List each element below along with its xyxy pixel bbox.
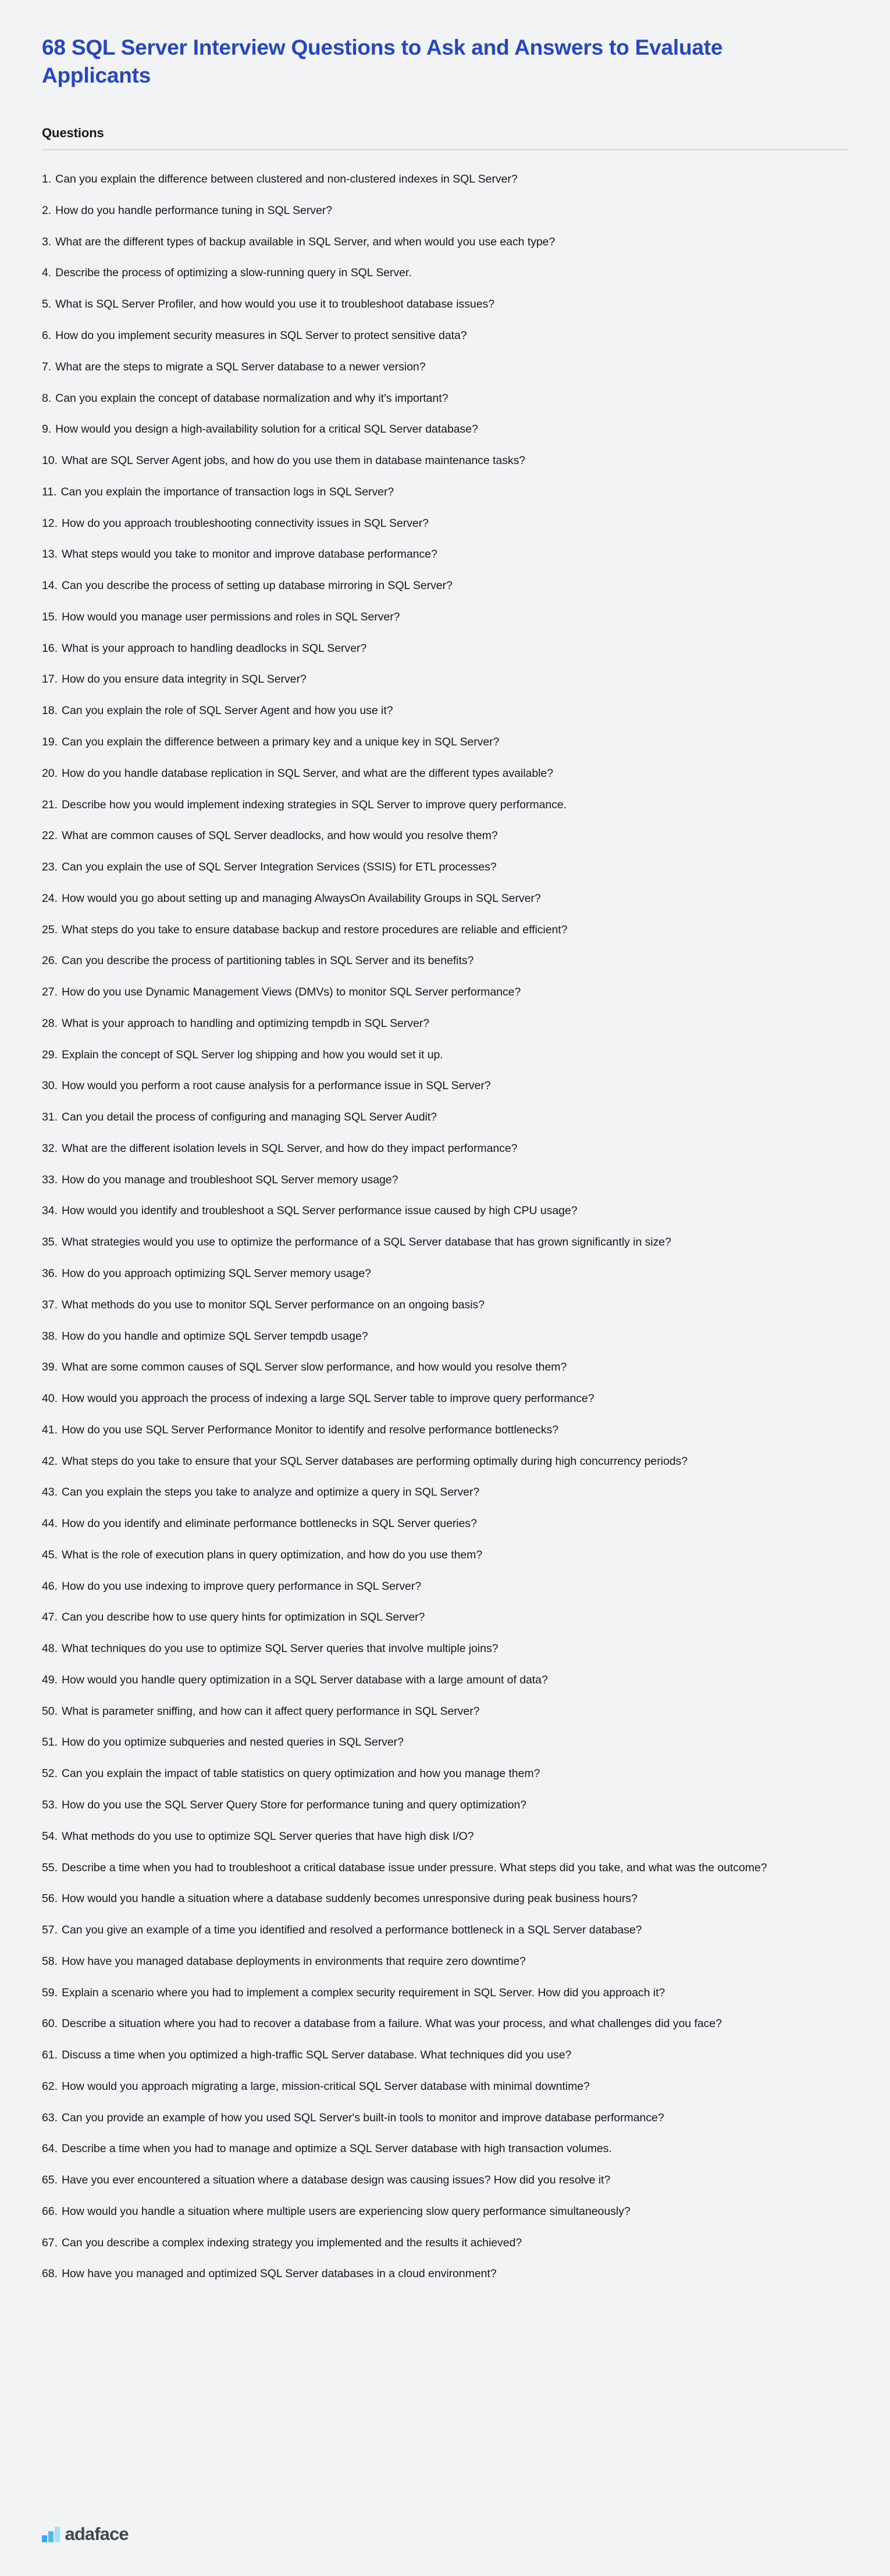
question-number: 58. — [42, 1954, 58, 1968]
question-text: What is your approach to handling deadlocks in SQL Server? — [61, 641, 367, 655]
question-item — [42, 827, 848, 844]
question-item — [42, 1797, 848, 1813]
question-number: 26. — [42, 954, 58, 968]
question-item — [42, 2078, 848, 2095]
question-item — [42, 1453, 848, 1469]
question-number: 4. — [42, 266, 52, 280]
question-text: How do you use Dynamic Management Views (DMVs) to monitor SQL Server performance? — [61, 986, 521, 999]
question-item — [42, 1109, 848, 1125]
question-item — [42, 2110, 848, 2126]
question-item — [42, 515, 848, 531]
question-number: 34. — [42, 1204, 58, 1218]
question-number: 24. — [42, 891, 58, 905]
question-item — [42, 1422, 848, 1438]
question-text: How would you perform a root cause analysis for a performance issue in SQL Server? — [61, 1079, 491, 1093]
question-text: How do you handle database replication in SQL Server, and what are the different types available? — [61, 766, 553, 780]
question-number: 10. — [42, 454, 58, 468]
question-text: Can you describe how to use query hints for optimization in SQL Server? — [61, 1611, 425, 1624]
question-item — [42, 2047, 848, 2063]
question-item — [42, 1672, 848, 1688]
question-number: 31. — [42, 1111, 58, 1124]
question-number: 62. — [42, 2079, 58, 2093]
question-item — [42, 2140, 848, 2157]
section-heading-questions: Questions — [42, 126, 104, 141]
question-text: What methods do you use to monitor SQL Server performance on an ongoing basis? — [61, 1298, 485, 1311]
question-number: 14. — [42, 579, 58, 593]
question-item — [42, 1015, 848, 1032]
question-number: 5. — [42, 298, 52, 311]
question-number: 57. — [42, 1924, 58, 1937]
question-number: 64. — [42, 2142, 58, 2156]
question-text: What are the different isolation levels in SQL Server, and how do they impact performance? — [61, 1141, 518, 1155]
question-text: How do you ensure data integrity in SQL Server? — [61, 673, 307, 686]
question-number: 36. — [42, 1266, 58, 1280]
question-item — [42, 734, 848, 750]
question-number: 29. — [42, 1048, 58, 1061]
document-footer — [42, 2507, 848, 2576]
question-item — [42, 1172, 848, 1188]
question-text: How would you handle a situation where multiple users are experiencing slow query performance simultaneously? — [61, 2204, 631, 2218]
question-item — [42, 1703, 848, 1719]
question-item — [42, 1203, 848, 1219]
question-number: 66. — [42, 2204, 58, 2218]
question-item — [42, 1140, 848, 1157]
question-text: How do you handle performance tuning in SQL Server? — [55, 204, 333, 217]
question-item — [42, 984, 848, 1000]
question-text: Have you ever encountered a situation where a database design was causing issues? How did you resolve it? — [61, 2174, 611, 2187]
question-number: 41. — [42, 1423, 58, 1436]
question-item — [42, 296, 848, 312]
question-item — [42, 1265, 848, 1282]
question-text: Can you provide an example of how you used SQL Server's built-in tools to monitor and improve database performance? — [61, 2111, 664, 2124]
question-number: 63. — [42, 2111, 58, 2124]
question-number: 39. — [42, 1361, 58, 1374]
question-text: How do you use the SQL Server Query Store for performance tuning and query optimization? — [61, 1799, 527, 1811]
question-text: What methods do you use to optimize SQL Server queries that have high disk I/O? — [61, 1829, 474, 1843]
question-number: 67. — [42, 2236, 58, 2249]
question-text: Can you describe a complex indexing strategy you implemented and the results it achieved? — [61, 2236, 522, 2249]
question-text: How would you manage user permissions and roles in SQL Server? — [61, 610, 400, 623]
logo-bar-tall — [55, 2527, 60, 2542]
question-number: 53. — [42, 1799, 58, 1811]
question-number: 17. — [42, 673, 58, 686]
question-item — [42, 1515, 848, 1532]
question-item — [42, 2203, 848, 2220]
question-text: How would you approach migrating a large, mission-critical SQL Server database with minimal downtime? — [61, 2079, 590, 2093]
question-item — [42, 609, 848, 625]
question-number: 32. — [42, 1141, 58, 1155]
question-number: 13. — [42, 548, 58, 561]
question-item — [42, 1297, 848, 1313]
question-text: What are the steps to migrate a SQL Server database to a newer version? — [55, 360, 426, 373]
question-item — [42, 421, 848, 437]
question-item — [42, 1547, 848, 1563]
question-number: 22. — [42, 829, 58, 843]
question-item — [42, 327, 848, 344]
question-text: How do you identify and eliminate performance bottlenecks in SQL Server queries? — [61, 1517, 477, 1530]
question-number: 42. — [42, 1454, 58, 1468]
question-item — [42, 1047, 848, 1063]
question-text: What are common causes of SQL Server deadlocks, and how would you resolve them? — [61, 829, 498, 843]
question-number: 9. — [42, 423, 52, 436]
question-number: 18. — [42, 704, 58, 718]
question-text: How do you use indexing to improve query performance in SQL Server? — [61, 1579, 422, 1593]
question-number: 7. — [42, 360, 52, 373]
question-item — [42, 359, 848, 375]
question-text: Describe the process of optimizing a slow-running query in SQL Server. — [55, 266, 412, 280]
question-number: 21. — [42, 798, 58, 811]
question-item — [42, 2235, 848, 2251]
question-text: How would you approach the process of indexing a large SQL Server table to improve query performance? — [61, 1392, 594, 1405]
question-text: Can you describe the process of partitioning tables in SQL Server and its benefits? — [61, 954, 474, 968]
question-text: Can you explain the role of SQL Server Agent and how you use it? — [61, 704, 393, 718]
question-number: 48. — [42, 1642, 58, 1656]
question-text: What steps do you take to ensure that your SQL Server databases are performing optimally during high concurrency periods? — [61, 1454, 688, 1468]
question-text: Discuss a time when you optimized a high-traffic SQL Server database. What techniques did you use? — [61, 2049, 572, 2062]
question-item — [42, 890, 848, 907]
question-item — [42, 2015, 848, 2032]
question-text: What is your approach to handling and optimizing tempdb in SQL Server? — [61, 1016, 430, 1030]
question-text: How do you use SQL Server Performance Monitor to identify and resolve performance bottlenecks? — [61, 1423, 559, 1436]
question-number: 43. — [42, 1486, 58, 1499]
question-number: 8. — [42, 391, 52, 405]
question-text: What techniques do you use to optimize SQL Server queries that involve multiple joins? — [61, 1642, 499, 1656]
question-text: How do you approach optimizing SQL Server memory usage? — [61, 1266, 371, 1280]
document-header — [42, 0, 848, 90]
question-number: 51. — [42, 1736, 58, 1749]
question-item — [42, 922, 848, 938]
question-text: Can you detail the process of configuring and managing SQL Server Audit? — [61, 1111, 437, 1124]
question-number: 61. — [42, 2049, 58, 2062]
question-text: Can you explain the difference between a primary key and a unique key in SQL Server? — [61, 735, 500, 748]
question-number: 44. — [42, 1517, 58, 1530]
question-text: What are the different types of backup available in SQL Server, and when would you use each type? — [55, 235, 556, 248]
question-number: 25. — [42, 923, 58, 936]
question-text: Describe a time when you had to manage and optimize a SQL Server database with high transaction volumes. — [61, 2142, 612, 2156]
question-item — [42, 671, 848, 687]
question-text: What is parameter sniffing, and how can it affect query performance in SQL Server? — [61, 1704, 480, 1718]
question-text: How do you approach troubleshooting connectivity issues in SQL Server? — [61, 516, 429, 530]
question-number: 65. — [42, 2174, 58, 2187]
question-text: What steps would you take to monitor and improve database performance? — [61, 548, 437, 561]
question-item — [42, 1953, 848, 1970]
question-text: How would you identify and troubleshoot a SQL Server performance issue caused by high CPU usage? — [61, 1204, 578, 1218]
question-text: Describe a situation where you had to recover a database from a failure. What was your process, and what challenges did you face? — [61, 2017, 722, 2031]
question-number: 30. — [42, 1079, 58, 1093]
question-number: 38. — [42, 1329, 58, 1343]
question-number: 3. — [42, 235, 52, 248]
question-item — [42, 1640, 848, 1657]
question-item — [42, 2172, 848, 2188]
question-item — [42, 859, 848, 875]
question-item — [42, 1890, 848, 1907]
question-item — [42, 1985, 848, 2001]
question-text: What steps do you take to ensure database backup and restore procedures are reliable and efficient? — [61, 923, 568, 936]
question-number: 45. — [42, 1548, 58, 1561]
questions-list — [42, 171, 848, 2314]
question-item — [42, 1828, 848, 1844]
question-number: 19. — [42, 735, 58, 748]
question-item — [42, 202, 848, 219]
question-number: 68. — [42, 2267, 58, 2281]
question-number: 37. — [42, 1298, 58, 1311]
question-number: 40. — [42, 1392, 58, 1405]
question-item — [42, 702, 848, 719]
questions-section — [42, 126, 848, 2314]
question-item — [42, 952, 848, 969]
question-text: How would you handle query optimization in a SQL Server database with a large amount of data? — [61, 1673, 548, 1686]
question-item — [42, 171, 848, 187]
question-text: Can you explain the steps you take to analyze and optimize a query in SQL Server? — [61, 1486, 480, 1499]
question-item — [42, 1359, 848, 1375]
question-number: 60. — [42, 2017, 58, 2031]
question-text: What is the role of execution plans in query optimization, and how do you use them? — [61, 1548, 483, 1561]
question-number: 1. — [42, 173, 52, 186]
question-number: 55. — [42, 1861, 58, 1874]
question-number: 16. — [42, 641, 58, 655]
question-item — [42, 1078, 848, 1094]
question-number: 52. — [42, 1767, 58, 1781]
question-number: 35. — [42, 1236, 58, 1249]
question-text: How do you handle and optimize SQL Server tempdb usage? — [61, 1329, 368, 1343]
question-text: Can you explain the use of SQL Server Integration Services (SSIS) for ETL processes? — [61, 861, 497, 874]
question-item — [42, 577, 848, 594]
question-text: What are SQL Server Agent jobs, and how do you use them in database maintenance tasks? — [61, 454, 526, 468]
question-text: How would you go about setting up and managing AlwaysOn Availability Groups in SQL Server? — [61, 891, 541, 905]
question-number: 20. — [42, 766, 58, 780]
question-text: How would you handle a situation where a database suddenly becomes unresponsive during peak business hours? — [61, 1892, 638, 1906]
question-text: Describe a time when you had to troubleshoot a critical database issue under pressure. What steps did you take, and what was the outcome? — [61, 1861, 767, 1874]
question-item — [42, 1609, 848, 1625]
question-number: 54. — [42, 1829, 58, 1843]
question-number: 59. — [42, 1986, 58, 1999]
question-item — [42, 1734, 848, 1750]
logo-bar-medium — [48, 2531, 54, 2542]
question-text: Can you explain the importance of transaction logs in SQL Server? — [60, 485, 394, 498]
question-item — [42, 484, 848, 500]
question-item — [42, 1484, 848, 1500]
question-text: How do you implement security measures in SQL Server to protect sensitive data? — [55, 329, 467, 342]
question-number: 46. — [42, 1579, 58, 1593]
question-item — [42, 640, 848, 657]
question-item — [42, 1328, 848, 1344]
question-item — [42, 546, 848, 562]
question-number: 28. — [42, 1016, 58, 1030]
question-text: Describe how you would implement indexing strategies in SQL Server to improve query performance. — [61, 798, 567, 811]
question-text: How do you optimize subqueries and nested queries in SQL Server? — [61, 1736, 404, 1749]
adaface-bars-logo-icon — [42, 2527, 60, 2542]
question-number: 23. — [42, 861, 58, 874]
question-item — [42, 265, 848, 281]
question-text: What is SQL Server Profiler, and how would you use it to troubleshoot database issues? — [55, 298, 494, 311]
question-number: 2. — [42, 204, 52, 217]
question-text: How do you manage and troubleshoot SQL Server memory usage? — [61, 1173, 398, 1186]
question-text: Can you give an example of a time you identified and resolved a performance bottleneck in a SQL Server database? — [61, 1924, 642, 1937]
question-text: Can you explain the impact of table statistics on query optimization and how you manage them? — [61, 1767, 540, 1781]
question-text: What strategies would you use to optimize the performance of a SQL Server database that has grown significantly in size? — [61, 1236, 671, 1249]
section-divider — [42, 149, 848, 150]
question-number: 49. — [42, 1673, 58, 1686]
adaface-logo — [42, 2523, 129, 2542]
question-number: 27. — [42, 986, 58, 999]
question-item — [42, 1578, 848, 1594]
page-title: 68 SQL Server Interview Questions to Ask and Answers to Evaluate Applicants — [42, 35, 723, 88]
brand-wordmark: adaface — [65, 2524, 129, 2544]
question-text: Explain the concept of SQL Server log shipping and how you would set it up. — [61, 1048, 443, 1061]
question-number: 6. — [42, 329, 52, 342]
question-item — [42, 1860, 848, 1876]
question-item — [42, 765, 848, 782]
question-number: 56. — [42, 1892, 58, 1906]
question-item — [42, 1234, 848, 1250]
question-text: Can you explain the concept of database normalization and why it's important? — [55, 391, 448, 405]
question-text: Explain a scenario where you had to implement a complex security requirement in SQL Server. How did you approach it? — [61, 1986, 665, 1999]
question-number: 33. — [42, 1173, 58, 1186]
question-item — [42, 797, 848, 813]
question-text: How have you managed database deployments in environments that require zero downtime? — [61, 1954, 526, 1968]
question-item — [42, 1390, 848, 1407]
question-text: How have you managed and optimized SQL Server databases in a cloud environment? — [61, 2267, 497, 2281]
question-item — [42, 234, 848, 250]
question-item — [42, 452, 848, 469]
question-number: 15. — [42, 610, 58, 623]
question-item — [42, 2265, 848, 2282]
question-text: What are some common causes of SQL Server slow performance, and how would you resolve them? — [61, 1361, 567, 1374]
question-number: 11. — [42, 485, 57, 498]
question-text: How would you design a high-availability solution for a critical SQL Server database? — [55, 423, 478, 436]
logo-bar-short — [42, 2535, 47, 2542]
question-item — [42, 1765, 848, 1782]
question-text: Can you describe the process of setting up database mirroring in SQL Server? — [61, 579, 453, 593]
question-number: 12. — [42, 516, 58, 530]
question-number: 50. — [42, 1704, 58, 1718]
question-number: 47. — [42, 1611, 58, 1624]
question-text: Can you explain the difference between clustered and non-clustered indexes in SQL Server? — [55, 173, 518, 186]
question-item — [42, 390, 848, 406]
question-item — [42, 1922, 848, 1938]
